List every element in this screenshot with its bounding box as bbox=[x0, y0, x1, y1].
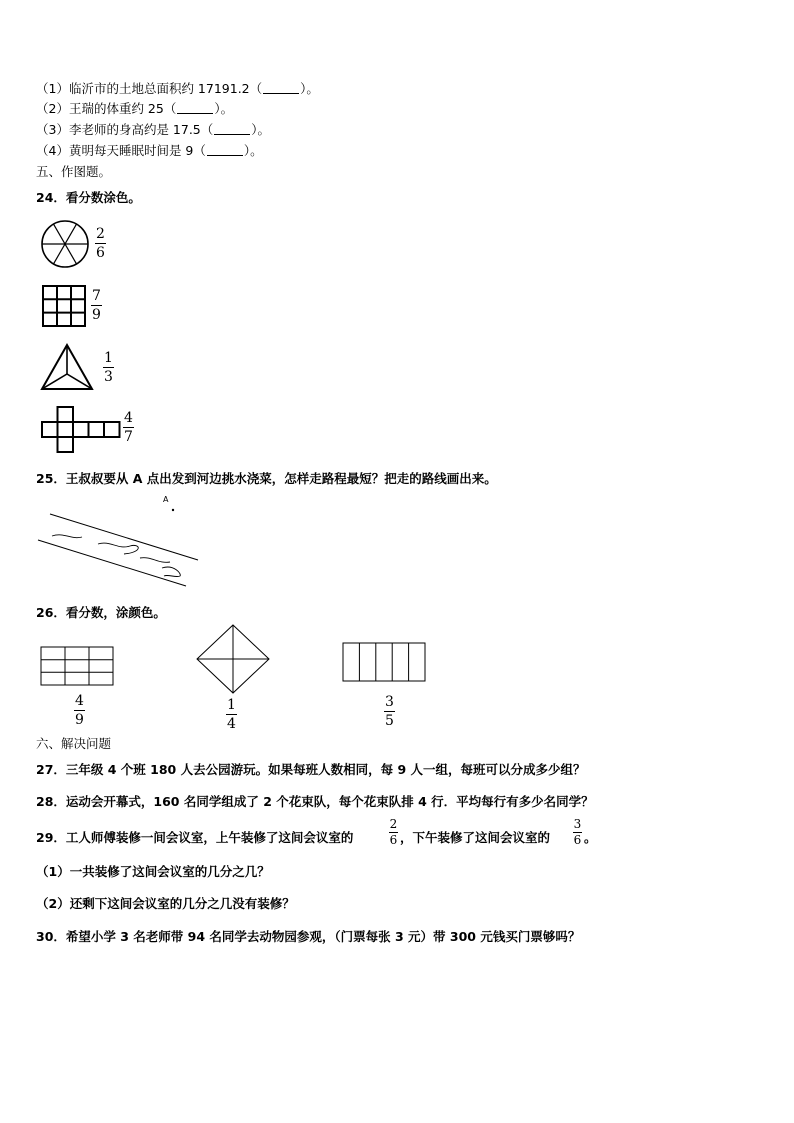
fraction-denominator: 7 bbox=[124, 429, 133, 445]
fill-item-text: （3）李老师的身高约是 17.5（ bbox=[36, 122, 214, 137]
rectangle-five-parts[interactable] bbox=[342, 642, 426, 682]
fraction-numerator: 3 bbox=[573, 817, 582, 831]
fill-item-suffix: ）。 bbox=[300, 81, 319, 96]
rectangle-nine-parts[interactable] bbox=[40, 646, 114, 686]
section-5-title: 五、作图题。 bbox=[36, 164, 112, 179]
answer-blank[interactable] bbox=[177, 101, 213, 114]
answer-blank[interactable] bbox=[263, 81, 299, 94]
fill-item-text: （1）临沂市的土地总面积约 17191.2（ bbox=[36, 81, 263, 96]
fill-item-3 bbox=[36, 120, 270, 138]
fill-item-text: （4）黄明每天睡眠时间是 9（ bbox=[36, 143, 206, 158]
fraction-label bbox=[103, 350, 114, 385]
triangle-three-parts[interactable] bbox=[40, 343, 94, 391]
question-25: 25．王叔叔要从 A 点出发到河边挑水浇菜，怎样走路程最短？把走的路线画出来。 bbox=[36, 471, 497, 486]
fraction-numerator: 2 bbox=[389, 817, 398, 831]
diamond-four-parts[interactable] bbox=[196, 624, 270, 694]
fill-item-suffix: ）。 bbox=[243, 143, 263, 158]
answer-blank[interactable] bbox=[207, 143, 243, 156]
fraction-label bbox=[384, 694, 395, 729]
question-29-text-2: ，下午装修了这间会议室的 bbox=[400, 830, 551, 845]
circle-six-parts[interactable] bbox=[40, 219, 90, 269]
question-29-text-3: 。 bbox=[584, 830, 597, 845]
fill-item-1 bbox=[36, 79, 319, 97]
fraction-label bbox=[91, 288, 102, 323]
fill-item-4 bbox=[36, 141, 263, 159]
question-26: 26．看分数，涂颜色。 bbox=[36, 605, 166, 620]
fill-item-2 bbox=[36, 99, 233, 117]
fraction-denominator: 9 bbox=[92, 307, 101, 323]
section-6-title: 六、解决问题 bbox=[36, 736, 112, 751]
fraction-numerator: 3 bbox=[385, 694, 394, 710]
fill-item-suffix: ）。 bbox=[251, 122, 271, 137]
fraction-numerator: 4 bbox=[75, 693, 84, 709]
fraction-label bbox=[573, 818, 582, 847]
point-a-label: A bbox=[163, 495, 169, 504]
fraction-denominator: 5 bbox=[385, 713, 394, 729]
fill-item-suffix: ）。 bbox=[214, 101, 234, 116]
question-24: 24．看分数涂色。 bbox=[36, 190, 141, 205]
fill-item-text: （2）王瑞的体重约 25（ bbox=[36, 101, 177, 116]
fraction-numerator: 1 bbox=[104, 350, 113, 366]
fraction-numerator: 1 bbox=[227, 697, 236, 713]
river-drawing[interactable] bbox=[36, 510, 202, 588]
grid-nine-parts[interactable] bbox=[42, 285, 86, 327]
question-29 bbox=[36, 828, 353, 846]
question-30: 30．希望小学 3 名老师带 94 名同学去动物园参观，（门票每张 3 元）带 300 元钱买门票够吗？ bbox=[36, 929, 581, 944]
question-27: 27．三年级 4 个班 180 人去公园游玩。如果每班人数相同，每 9 人一组，每班可以分成多少组？ bbox=[36, 762, 586, 777]
fraction-label bbox=[123, 410, 134, 445]
fraction-denominator: 6 bbox=[96, 245, 105, 261]
fraction-label bbox=[95, 226, 106, 261]
fraction-label bbox=[74, 693, 85, 728]
fraction-numerator: 4 bbox=[124, 410, 133, 426]
question-29-sub-1: （1）一共装修了这间会议室的几分之几？ bbox=[36, 864, 270, 879]
question-28: 28．运动会开幕式，160 名同学组成了 2 个花束队，每个花束队排 4 行．平均每行有多少名同学？ bbox=[36, 794, 594, 809]
fraction-label bbox=[226, 697, 237, 732]
question-29-text-1: 29．工人师傅装修一间会议室，上午装修了这间会议室的 bbox=[36, 830, 354, 845]
fraction-numerator: 7 bbox=[92, 288, 101, 304]
answer-blank[interactable] bbox=[214, 122, 250, 135]
fraction-denominator: 6 bbox=[573, 833, 582, 847]
fraction-denominator: 4 bbox=[227, 716, 236, 732]
question-29-sub-2: （2）还剩下这间会议室的几分之几没有装修？ bbox=[36, 896, 295, 911]
fraction-numerator: 2 bbox=[96, 226, 105, 242]
fraction-label bbox=[389, 818, 398, 847]
cube-net-seven-squares[interactable] bbox=[41, 405, 121, 453]
fraction-denominator: 3 bbox=[104, 369, 113, 385]
fraction-denominator: 9 bbox=[75, 712, 84, 728]
fraction-denominator: 6 bbox=[389, 833, 398, 847]
